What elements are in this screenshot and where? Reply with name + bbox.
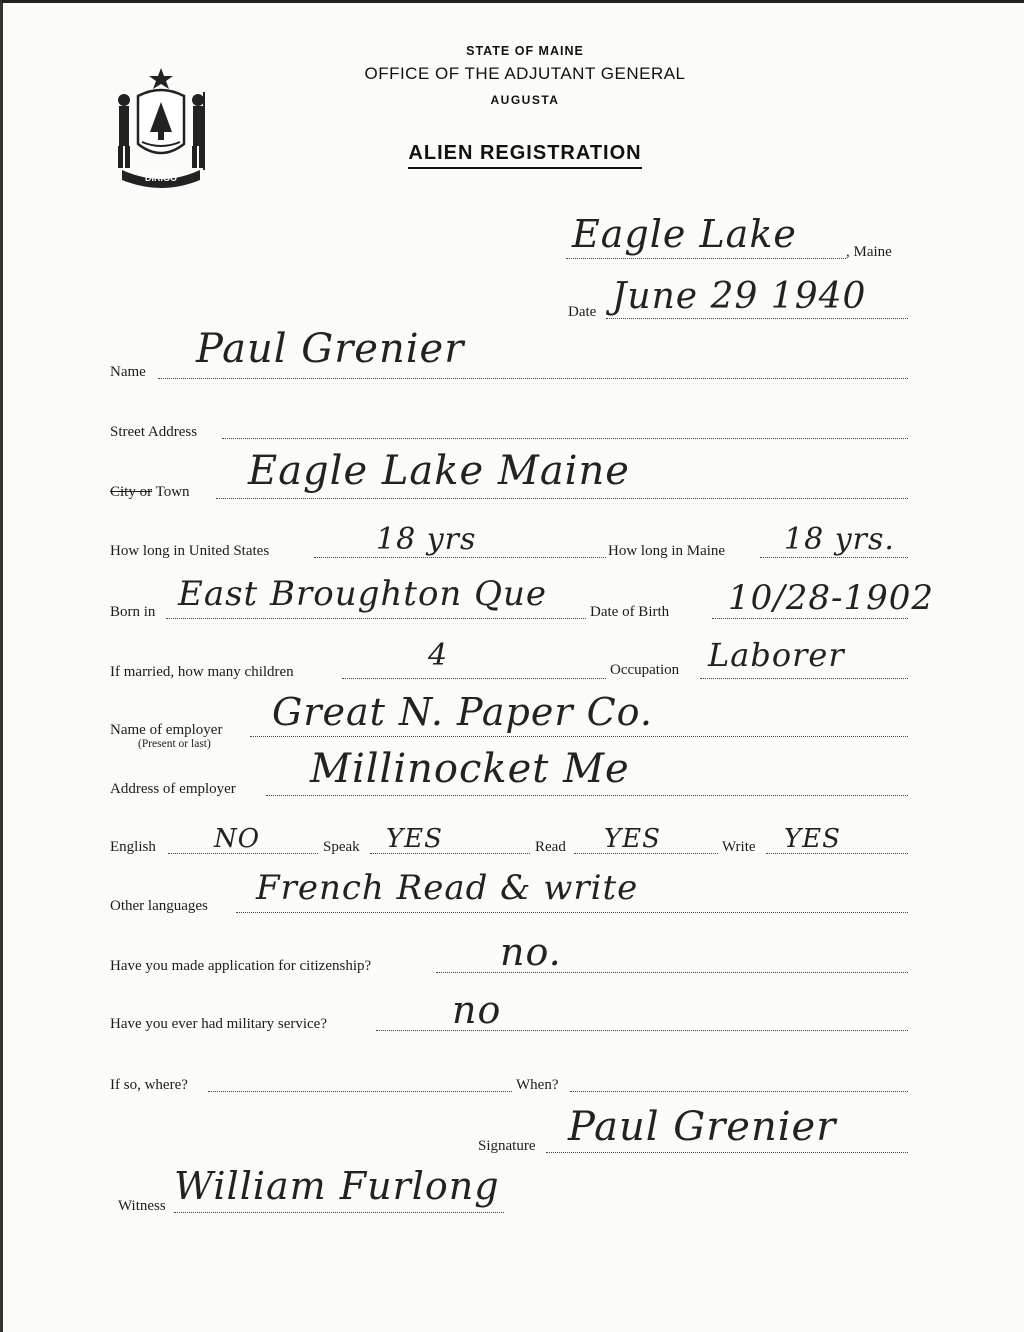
if-so-where-line <box>208 1091 512 1092</box>
children-line <box>342 678 606 679</box>
how-long-us-value: 18 yrs <box>376 522 477 557</box>
occupation-line <box>700 678 908 679</box>
english-label: English <box>110 839 156 855</box>
other-languages-label: Other languages <box>110 898 208 914</box>
when-label: When? <box>516 1077 559 1093</box>
maine-state-seal-icon <box>108 66 214 188</box>
write-label: Write <box>722 839 756 855</box>
city-town-value: Eagle Lake Maine <box>248 448 630 494</box>
read-label: Read <box>535 839 566 855</box>
signature-label: Signature <box>478 1138 536 1154</box>
how-long-us-line <box>314 557 606 558</box>
header-office: OFFICE OF THE ADJUTANT GENERAL <box>364 64 686 83</box>
how-long-maine-label: How long in Maine <box>608 543 726 559</box>
born-in-line <box>166 618 586 619</box>
speak-label: Speak <box>323 839 360 855</box>
read-value: YES <box>604 824 661 854</box>
write-value: YES <box>784 824 841 854</box>
children-label: If married, how many children <box>110 664 294 680</box>
other-languages-line <box>236 912 908 913</box>
military-label: Have you ever had military service? <box>110 1016 327 1032</box>
date-of-birth-label: Date of Birth <box>590 604 670 620</box>
date-value: June 29 1940 <box>612 276 867 317</box>
employer-address-value: Millinocket Me <box>310 746 630 792</box>
header-state: STATE OF MAINE <box>466 44 584 58</box>
how-long-us-label: How long in United States <box>110 543 270 559</box>
date-label: Date <box>568 304 597 320</box>
date-of-birth-value: 10/28-1902 <box>728 578 934 618</box>
town-header-value: Eagle Lake <box>572 212 797 256</box>
witness-value: William Furlong <box>174 1164 500 1208</box>
how-long-maine-line <box>760 557 908 558</box>
header-city: AUGUSTA <box>490 93 560 107</box>
employer-address-label: Address of employer <box>110 781 236 797</box>
street-address-label: Street Address <box>110 424 198 440</box>
name-line <box>158 378 908 379</box>
maine-suffix-label: , Maine <box>846 244 892 260</box>
military-value: no <box>452 988 502 1032</box>
english-value: NO <box>214 824 261 854</box>
signature-line <box>546 1152 908 1153</box>
town-header-line <box>566 258 846 259</box>
signature-value: Paul Grenier <box>568 1104 837 1150</box>
children-value: 4 <box>428 638 449 673</box>
born-in-label: Born in <box>110 604 156 620</box>
when-line <box>570 1091 908 1092</box>
other-languages-value: French Read & write <box>256 868 639 908</box>
employer-name-note: (Present or last) <box>138 738 211 750</box>
name-value: Paul Grenier <box>196 326 465 372</box>
date-of-birth-line <box>712 618 908 619</box>
city-town-line <box>216 498 908 499</box>
street-address-line <box>222 438 908 439</box>
form-title: ALIEN REGISTRATION <box>13 142 1024 169</box>
employer-name-line <box>250 736 908 737</box>
employer-address-line <box>266 795 908 796</box>
citizenship-value: no. <box>500 930 562 974</box>
speak-value: YES <box>386 824 443 854</box>
occupation-value: Laborer <box>708 636 845 674</box>
svg-text:DIRIGO: DIRIGO <box>144 173 178 183</box>
date-line <box>606 318 908 319</box>
witness-line <box>174 1212 504 1213</box>
occupation-label: Occupation <box>610 662 680 678</box>
employer-name-value: Great N. Paper Co. <box>272 690 653 734</box>
witness-label: Witness <box>118 1198 166 1214</box>
born-in-value: East Broughton Que <box>178 574 548 614</box>
how-long-maine-value: 18 yrs. <box>784 522 895 557</box>
employer-name-label: Name of employer <box>110 722 223 738</box>
if-so-where-label: If so, where? <box>110 1077 188 1093</box>
city-town-label: City or Town <box>110 484 190 500</box>
name-label: Name <box>110 364 146 380</box>
citizenship-label: Have you made application for citizenship? <box>110 958 372 974</box>
